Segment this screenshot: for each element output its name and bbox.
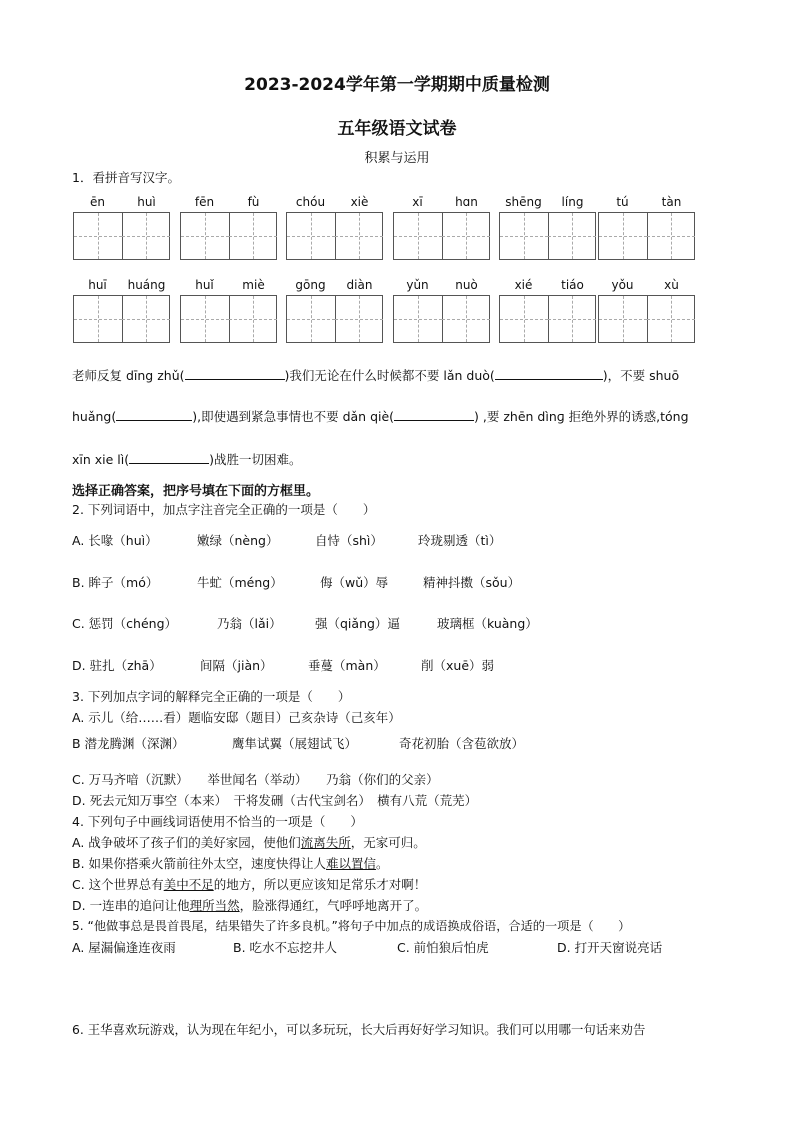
pinyin-label: xiè: [350, 195, 369, 209]
fill-text: huǎng(: [72, 409, 117, 424]
q2-option: 间隔（jiàn）: [200, 658, 273, 673]
answer-blank[interactable]: [116, 408, 192, 421]
q2-option: 精神抖擞（sǒu）: [423, 575, 521, 590]
pinyin-label: xù: [664, 278, 679, 292]
pinyin-label: huī: [88, 278, 107, 292]
pinyin-label: hɑn: [455, 195, 478, 209]
pinyin-label: miè: [242, 278, 265, 292]
tianzige-box[interactable]: [180, 212, 277, 260]
q4-text: C. 这个世界总有: [72, 877, 164, 892]
pinyin-label: líng: [561, 195, 584, 209]
q5-option-d[interactable]: D. 打开天窗说亮话: [557, 940, 663, 955]
underlined-word: 流离失所: [300, 835, 351, 850]
q2-option[interactable]: C. 惩罚（chéng）: [72, 616, 178, 631]
pinyin-label: nuò: [455, 278, 478, 292]
fill-line-1: [72, 366, 679, 384]
q4-prompt: 4. 下列句子中画线词语使用不恰当的一项是（ ）: [72, 814, 363, 829]
q2-option[interactable]: A. 长喙（huì）: [72, 533, 158, 548]
pinyin-label: fēn: [194, 195, 215, 209]
pinyin-label: gōng: [295, 278, 326, 292]
q4-text: 的地方，所以更应该知足常乐才对啊！: [213, 877, 427, 892]
q2-option: 强（qiǎng）逼: [315, 616, 400, 631]
pinyin-label: fù: [247, 195, 260, 209]
q2-option[interactable]: D. 驻扎（zhā）: [72, 658, 162, 673]
q3-option-b-part: 鹰隼试翼（展翅试飞）: [232, 736, 358, 751]
q4-option-d[interactable]: [72, 896, 427, 914]
q4-option-c[interactable]: [72, 875, 426, 893]
pinyin-label: huì: [137, 195, 156, 209]
fill-text: xīn xie lì(: [72, 452, 130, 467]
q2-option: 玻璃框（kuàng）: [437, 616, 538, 631]
pinyin-label: tiáo: [561, 278, 584, 292]
tianzige-box[interactable]: [393, 212, 490, 260]
q3-option-b[interactable]: B 潜龙腾渊（深渊）: [72, 736, 185, 751]
fill-text: ),即使遇到紧急事情也不要 dǎn qiè(: [192, 409, 395, 424]
q4-text: ，无家可归。: [350, 835, 426, 850]
pinyin-label: huáng: [127, 278, 166, 292]
q3-option-b-part: 奇花初胎（含苞欲放）: [399, 736, 525, 751]
q2-option: 嫩绿（nèng）: [197, 533, 279, 548]
pinyin-label: ēn: [90, 195, 105, 209]
q6-prompt: 6. 王华喜欢玩游戏，认为现在年纪小，可以多玩玩，长大后再好好学习知识。我们可以用哪一句话来劝告: [72, 1022, 646, 1037]
pinyin-label: xī: [412, 195, 423, 209]
q4-option-a[interactable]: [72, 833, 426, 851]
underlined-word: 难以置信: [326, 856, 377, 871]
q4-text: 。: [376, 856, 389, 871]
q3-prompt: 3. 下列加点字词的解释完全正确的一项是（ ）: [72, 689, 351, 704]
q4-text: B. 如果你搭乘火箭前往外太空，速度快得让人: [72, 856, 327, 871]
answer-blank[interactable]: [129, 451, 209, 464]
tianzige-box[interactable]: [393, 295, 490, 343]
pinyin-label: shēng: [505, 195, 542, 209]
q2-prompt: 2. 下列词语中，加点字注音完全正确的一项是（ ）: [72, 502, 376, 517]
exam-subtitle: 五年级语文试卷: [337, 119, 457, 139]
pinyin-label: tàn: [661, 195, 682, 209]
fill-text: )，不要 shuō: [602, 368, 680, 383]
tianzige-box[interactable]: [598, 295, 695, 343]
q5-option-a[interactable]: A. 屋漏偏逢连夜雨: [72, 940, 176, 955]
q2-option[interactable]: B. 眸子（mó）: [72, 575, 159, 590]
pinyin-label: huǐ: [195, 278, 214, 292]
fill-text: 老师反复 dīng zhǔ(: [72, 368, 185, 383]
q5-prompt: 5. “他做事总是畏首畏尾，结果错失了许多良机。”将句子中加点的成语换成俗语，合适的一项是（ ）: [72, 919, 631, 933]
exam-title: 2023-2024学年第一学期期中质量检测: [244, 75, 550, 95]
q4-option-b[interactable]: [72, 854, 389, 872]
pinyin-label: yǔn: [406, 278, 429, 292]
section-title: 积累与运用: [364, 151, 430, 166]
q4-text: A. 战争破坏了孩子们的美好家园，使他们: [72, 835, 301, 850]
q3-option-c[interactable]: C. 万马齐喑（沉默） 举世闻名（举动） 乃翁（你们的父亲）: [72, 772, 439, 787]
tianzige-box[interactable]: [286, 295, 383, 343]
q1-prompt: 1．看拼音写汉字。: [72, 170, 180, 185]
answer-blank[interactable]: [495, 367, 603, 380]
q2-option: 乃翁（lǎi）: [217, 616, 282, 631]
pinyin-label: xié: [514, 278, 533, 292]
tianzige-box[interactable]: [73, 295, 170, 343]
tianzige-box[interactable]: [499, 212, 596, 260]
q2-option: 垂蔓（màn）: [308, 658, 386, 673]
q5-option-b[interactable]: B. 吃水不忘挖井人: [233, 940, 338, 955]
q4-text: ，脸涨得通红，气呼呼地离开了。: [239, 898, 428, 913]
pinyin-label: yǒu: [611, 278, 634, 292]
choice-instruction: 选择正确答案，把序号填在下面的方框里。: [72, 484, 320, 499]
fill-line-3: [72, 450, 302, 468]
tianzige-box[interactable]: [180, 295, 277, 343]
pinyin-label: tú: [616, 195, 629, 209]
answer-blank[interactable]: [185, 367, 285, 380]
underlined-word: 美中不足: [163, 877, 214, 892]
q2-option: 玲珑剔透（tì）: [418, 533, 502, 548]
q2-option: 削（xuē）弱: [421, 658, 495, 673]
q2-option: 自恃（shì）: [315, 533, 383, 548]
q2-option: 侮（wǔ）辱: [320, 575, 389, 590]
q3-option-a[interactable]: A. 示儿（给……看）题临安邸（题目）己亥杂诗（己亥年）: [72, 710, 401, 725]
pinyin-label: chóu: [295, 195, 326, 209]
tianzige-box[interactable]: [286, 212, 383, 260]
q5-option-c[interactable]: C. 前怕狼后怕虎: [397, 940, 489, 955]
tianzige-box[interactable]: [499, 295, 596, 343]
q3-option-d[interactable]: D. 死去元知万事空（本来） 干将发硎（古代宝剑名） 横有八荒（荒芜）: [72, 793, 478, 808]
tianzige-box[interactable]: [598, 212, 695, 260]
fill-line-2: [72, 407, 689, 425]
q4-text: D. 一连串的追问让他: [72, 898, 190, 913]
pinyin-label: diàn: [346, 278, 373, 292]
answer-blank[interactable]: [394, 408, 474, 421]
q2-option: 牛虻（méng）: [197, 575, 283, 590]
tianzige-box[interactable]: [73, 212, 170, 260]
fill-text: )我们无论在什么时候都不要 lǎn duò(: [284, 368, 495, 383]
underlined-word: 理所当然: [189, 898, 240, 913]
fill-text: ) ,要 zhēn dìnɡ 拒绝外界的诱惑,tóng: [474, 409, 689, 424]
fill-text: )战胜一切困难。: [209, 452, 302, 467]
